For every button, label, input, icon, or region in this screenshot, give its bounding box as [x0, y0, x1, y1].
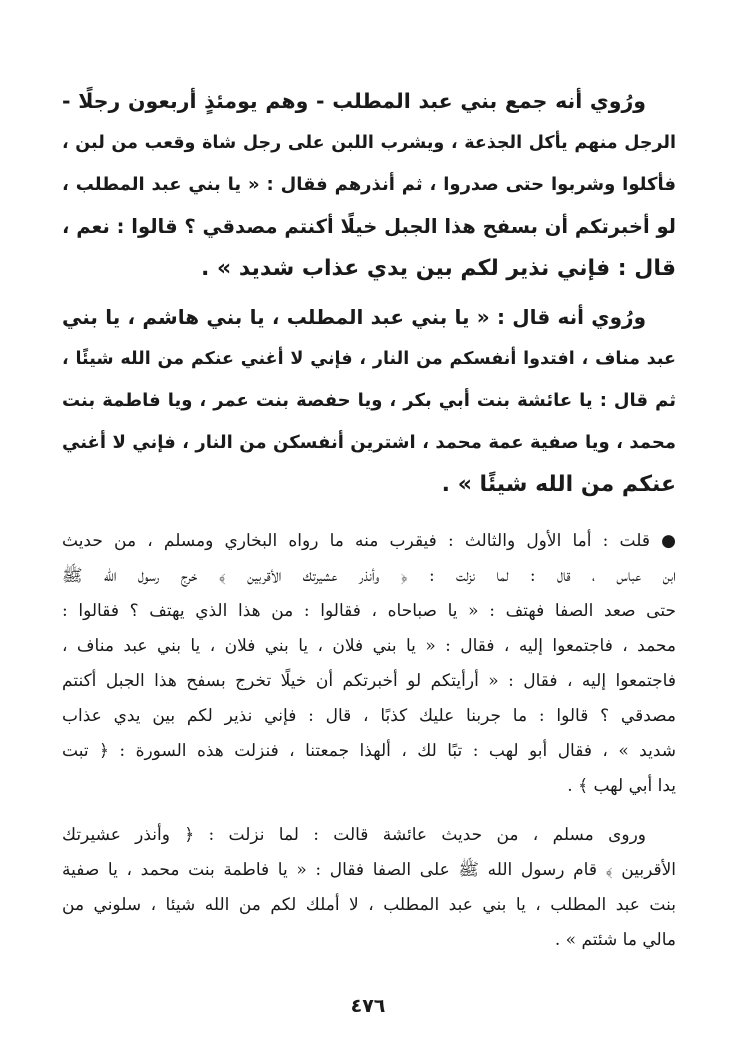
text-line: يدا أبي لهب ﴾ . — [567, 776, 676, 796]
text-line: محمد ، ويا صفية عمة محمد ، اشترين أنفسكن من النار ، فإني لا أغني — [62, 432, 676, 453]
text-line: قال : فإني نذير لكم بين يدي عذاب شديد » . — [201, 256, 676, 281]
text-line: بنت عبد المطلب ، يا بني عبد المطلب ، لا أملك لكم من الله شيئا ، سلوني من — [62, 895, 676, 915]
text-line: ورُوي أنه جمع بني عبد المطلب - وهم يومئذٍ أربعون رجلًا - — [62, 89, 646, 113]
page-body — [62, 80, 676, 958]
text-line: وروى مسلم ، من حديث عائشة قالت : لما نزلت : ﴿ وأنذر عشيرتك — [62, 825, 647, 845]
text-line: الأقربين ﴾ قام رسول الله ﷺ على الصفا فقال : « يا فاطمة بنت محمد ، يا صفية — [62, 860, 676, 880]
text-line: فاجتمعوا إليه ، فقال : « أرأيتكم لو أخبرتكم أن خيلًا تخرج بسفح هذا الجبل أكنتم — [62, 671, 676, 691]
text-line: محمد ، فاجتمعوا إليه ، فقال : « يا بني فلان ، يا بني فلان ، يا بني عبد مناف ، — [62, 636, 676, 656]
text-line: ● قلت : أما الأول والثالث : فيقرب منه ما رواه البخاري ومسلم ، من حديث — [62, 531, 676, 551]
paragraph-2 — [62, 296, 676, 506]
text-line: مصدقي ؟ قالوا : ما جربنا عليك كذبًا ، قال : فإني نذير لكم بين يدي عذاب — [62, 706, 676, 726]
text-line: عنكم من الله شيئًا » . — [441, 472, 676, 497]
text-line: حتى صعد الصفا فهتف : « يا صباحاه ، فقالوا : من هذا الذي يهتف ؟ فقالوا : — [62, 601, 676, 621]
text-line: ثم قال : يا عائشة بنت أبي بكر ، ويا حفصة بنت عمر ، ويا فاطمة بنت — [62, 390, 676, 411]
page-number: ٤٧٦ — [350, 995, 386, 1017]
text-line: مالي ما شئتم » . — [554, 930, 676, 950]
text-line: عبد مناف ، افتدوا أنفسكم من النار ، فإني لا أغني عنكم من الله شيئًا ، — [62, 349, 676, 369]
text-line: شديد » ، فقال أبو لهب : تبًا لك ، ألهذا جمعتنا ، فنزلت هذه السورة : ﴿ تبت — [62, 741, 676, 761]
paragraph-3 — [62, 524, 676, 804]
text-line: الرجل منهم يأكل الجذعة ، ويشرب اللبن على رجل شاة وقعب من لبن ، — [62, 133, 676, 153]
paragraph-4 — [62, 818, 676, 958]
paragraph-1 — [62, 80, 676, 290]
text-line: ورُوي أنه قال : « يا بني عبد المطلب ، يا بني هاشم ، يا بني — [62, 305, 646, 329]
text-line: لو أخبرتكم أن بسفح هذا الجبل خيلًا أكنتم مصدقي ؟ قالوا : نعم ، — [62, 215, 676, 238]
text-line: فأكلوا وشربوا حتى صدروا ، ثم أنذرهم فقال : « يا بني عبد المطلب ، — [62, 174, 676, 195]
text-line: ابن عباس ، قال : لما نزلت : ﴿ وأنذر عشيرتك الأقربين ﴾ خرج رسول الله ﷺ — [62, 566, 676, 586]
